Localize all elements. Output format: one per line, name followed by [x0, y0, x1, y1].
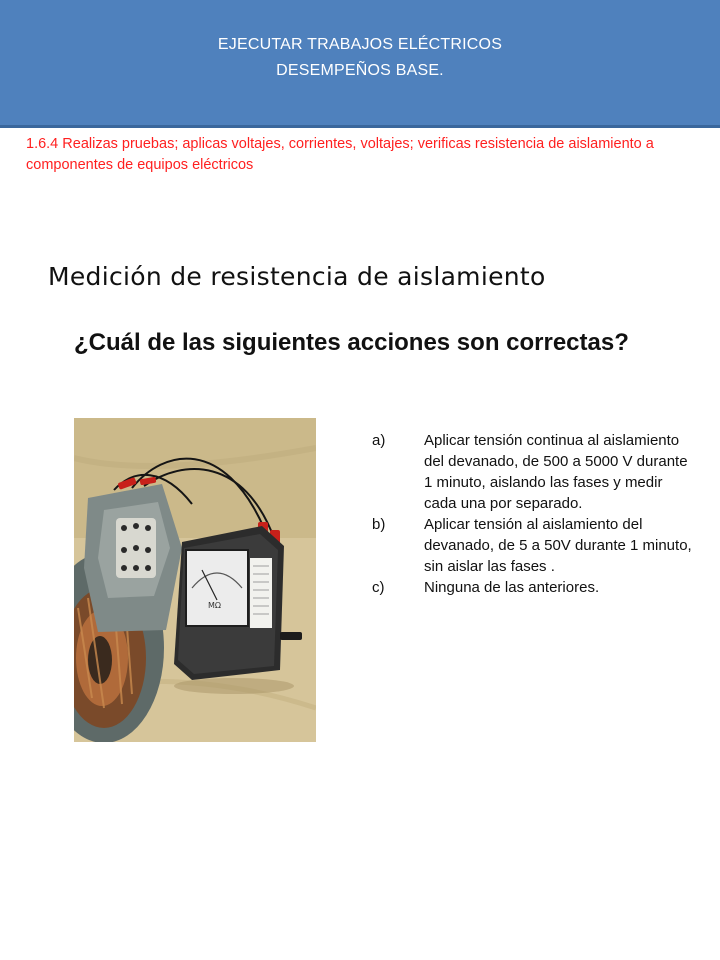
option-b: [372, 514, 692, 577]
motor-megger-photo: [74, 418, 316, 742]
option-a: [372, 430, 692, 514]
option-text: Aplicar tensión continua al aislamiento del devanado, de 500 a 5000 V durante 1 minuto, aislando las fases y medir cada una por separado.: [424, 432, 688, 512]
option-text: Aplicar tensión al aislamiento del devanado, de 5 a 50V durante 1 minuto, sin aislar las fases .: [424, 516, 692, 575]
option-letter: c): [372, 579, 385, 596]
option-text: Ninguna de las anteriores.: [424, 579, 600, 596]
question-text: ¿Cuál de las siguientes acciones son correctas?: [74, 329, 629, 356]
header-banner: [0, 0, 720, 128]
header-title-line2: DESEMPEÑOS BASE.: [276, 61, 444, 79]
answer-options: [372, 430, 692, 598]
option-letter: b): [372, 516, 386, 533]
slide-title: Medición de resistencia de aislamiento: [48, 262, 546, 291]
header-title-line1: EJECUTAR TRABAJOS ELÉCTRICOS: [217, 35, 503, 53]
meter-unit-label: MΩ: [208, 601, 222, 610]
competency-text: 1.6.4 Realizas pruebas; aplicas voltajes, corrientes, voltajes; verificas resistencia de aislamiento a componentes de equipos eléctricos: [26, 136, 654, 173]
option-c: [372, 577, 692, 598]
option-letter: a): [372, 432, 386, 449]
